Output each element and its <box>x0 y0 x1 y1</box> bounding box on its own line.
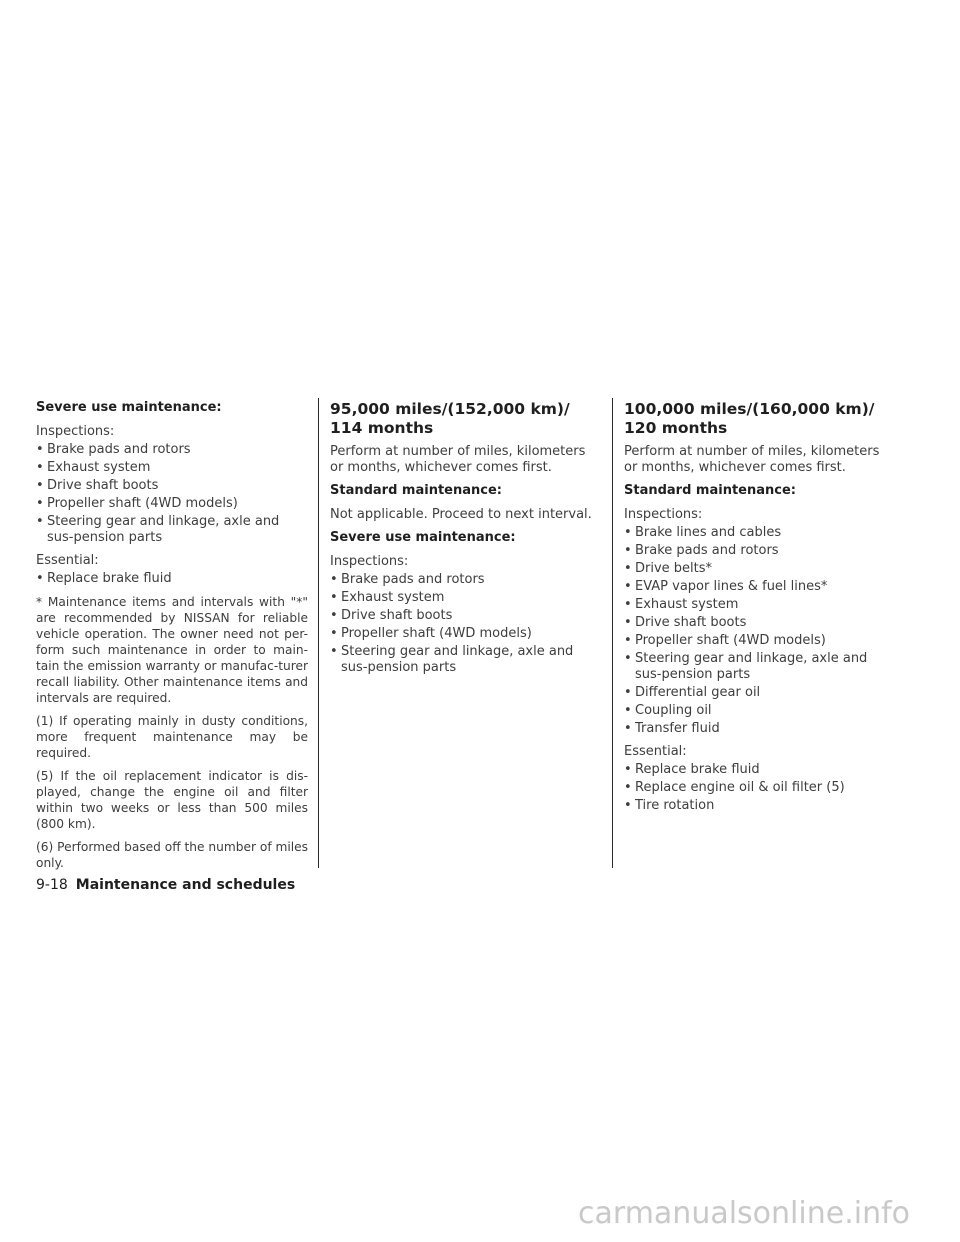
list-item: • Brake pads and rotors <box>624 543 779 558</box>
page-footer <box>36 877 295 893</box>
list-item: • Differential gear oil <box>624 685 761 700</box>
list-item: • Brake pads and rotors <box>330 572 485 587</box>
interval-intro: Perform at number of miles, kilometers or months, whichever comes first. <box>330 444 586 475</box>
list-item: • Exhaust system <box>624 597 739 612</box>
essential-list <box>624 762 896 814</box>
standard-maintenance-label: Standard maintenance: <box>624 483 796 498</box>
watermark: carmanualsonline.info <box>578 1196 910 1231</box>
column-left <box>36 400 308 878</box>
list-item: • Drive shaft boots <box>330 608 453 623</box>
list-item: • Propeller shaft (4WD models) <box>624 633 826 648</box>
list-item: • Replace engine oil & oil filter (5) <box>624 780 845 795</box>
list-item: • EVAP vapor lines & fuel lines* <box>624 579 828 594</box>
list-item: • Drive belts* <box>624 561 713 576</box>
inspections-list <box>36 442 308 546</box>
column-right <box>624 400 896 821</box>
list-item: • Tire rotation <box>624 798 715 813</box>
footnote-5: (5) If the oil replacement indicator is dis-played, change the engine oil and filter within two weeks or less than 500 miles (800 km). <box>36 769 308 831</box>
column-divider <box>612 398 613 868</box>
footnote-1: (1) If operating mainly in dusty conditions, more frequent maintenance may be required. <box>36 714 308 760</box>
list-item: • Replace brake fluid <box>36 571 172 586</box>
interval-heading: 100,000 miles/(160,000 km)/ 120 months <box>624 400 875 437</box>
list-item: • Brake pads and rotors <box>36 442 191 457</box>
inspections-list <box>330 572 602 676</box>
column-divider <box>318 398 319 868</box>
list-item: • Drive shaft boots <box>36 478 159 493</box>
list-item: • Exhaust system <box>330 590 445 605</box>
list-item: • Steering gear and linkage, axle and sus-pension parts <box>330 644 574 675</box>
list-item: • Replace brake fluid <box>624 762 760 777</box>
list-item: • Transfer fluid <box>624 721 720 736</box>
list-item: • Steering gear and linkage, axle and sus-pension parts <box>624 651 868 682</box>
essential-label: Essential: <box>624 744 687 759</box>
section-heading: Severe use maintenance: <box>36 400 222 415</box>
essential-list <box>36 571 308 587</box>
column-middle <box>330 400 602 683</box>
asterisk-note: * Maintenance items and intervals with "*" are recommended by NISSAN for reliable vehicle operation. The owner need not per-form such maintenance in order to main-tain the emission warranty or manufac-turer recall liability. Other maintenance items and intervals are required. <box>36 595 308 705</box>
list-item: • Propeller shaft (4WD models) <box>330 626 532 641</box>
list-item: • Drive shaft boots <box>624 615 747 630</box>
list-item: • Exhaust system <box>36 460 151 475</box>
interval-intro: Perform at number of miles, kilometers or months, whichever comes first. <box>624 444 880 475</box>
list-item: • Brake lines and cables <box>624 525 782 540</box>
standard-maintenance-text: Not applicable. Proceed to next interval. <box>330 507 592 522</box>
inspections-list <box>624 525 896 737</box>
severe-maintenance-label: Severe use maintenance: <box>330 530 516 545</box>
section-title: Maintenance and schedules <box>75 877 296 893</box>
list-item: • Coupling oil <box>624 703 712 718</box>
inspections-label: Inspections: <box>330 554 409 569</box>
standard-maintenance-label: Standard maintenance: <box>330 483 502 498</box>
list-item: • Steering gear and linkage, axle and sus-pension parts <box>36 514 280 545</box>
page-number: 9-18 <box>36 877 68 893</box>
interval-heading: 95,000 miles/(152,000 km)/ 114 months <box>330 400 570 437</box>
essential-label: Essential: <box>36 553 99 568</box>
footnote-6: (6) Performed based off the number of miles only. <box>36 840 308 870</box>
inspections-label: Inspections: <box>624 507 703 522</box>
inspections-label: Inspections: <box>36 424 115 439</box>
list-item: • Propeller shaft (4WD models) <box>36 496 238 511</box>
